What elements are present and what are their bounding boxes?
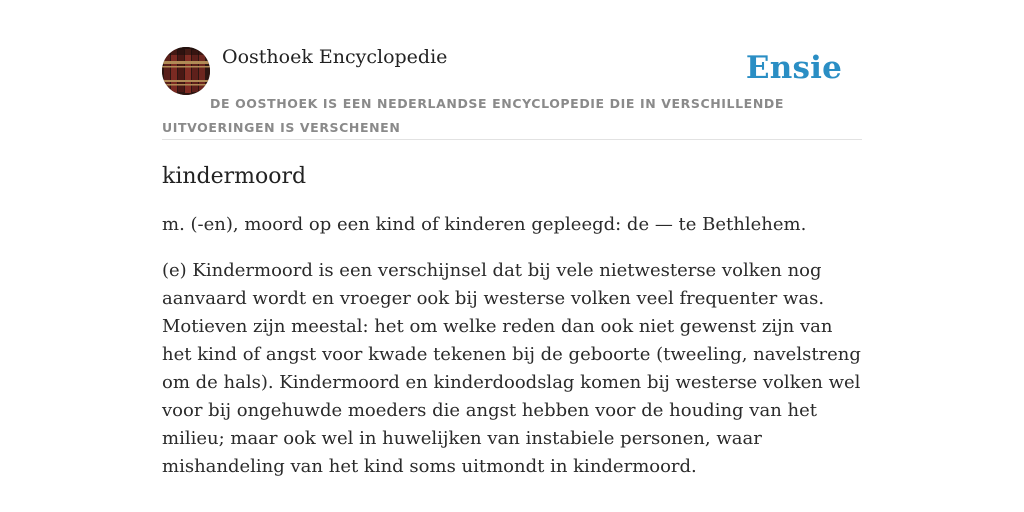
entry-headword: kindermoord (162, 164, 307, 189)
entry-definition: m. (-en), moord op een kind of kinderen gepleegd: de — te Bethlehem. (162, 214, 807, 235)
page-header (162, 44, 862, 140)
books-image (162, 47, 210, 95)
entry-body: (e) Kindermoord is een verschijnsel dat bij vele nietwesterse volken nog aanvaard wordt en vroeger ook bij westerse volken veel frequenter was. Motieven zijn meestal: het om welke reden dan ook niet gewenst zijn van het kind of angst voor kwade tekenen bij de geboorte (tweeling, navelstreng om de hals). Kindermoord en kinderdoodslag komen bij westerse volken wel voor bij ongehuwde moeders die angst hebben voor de houding van het milieu; maar ook wel in huwelijken van instabiele personen, waar mishandeling van het kind soms uitmondt in kindermoord. (162, 260, 861, 477)
site-tagline: DE OOSTHOEK IS EEN NEDERLANDSE ENCYCLOPEDIE DIE IN VERSCHILLENDE UITVOERINGEN IS VERSCHENEN (162, 96, 784, 135)
article-container (162, 44, 862, 481)
ensie-logo[interactable]: Ensie (745, 50, 842, 86)
encyclopedia-books-avatar[interactable] (162, 47, 210, 95)
site-title[interactable]: Oosthoek Encyclopedie (222, 46, 448, 68)
